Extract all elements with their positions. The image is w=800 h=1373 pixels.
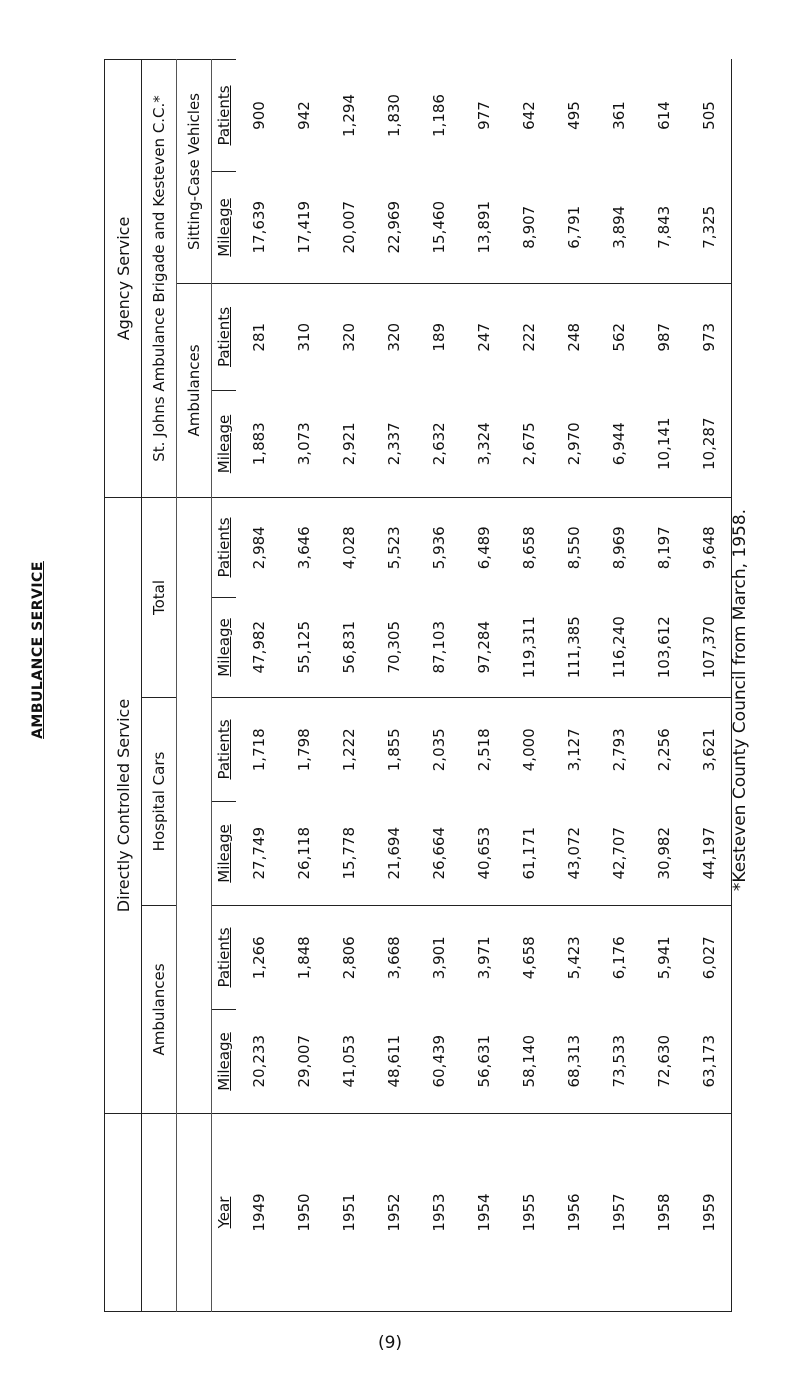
table-cell: 42,707	[596, 802, 641, 906]
table-body	[236, 59, 732, 1311]
table-cell: 2,035	[416, 698, 461, 802]
table-cell: 1,266	[236, 906, 281, 1010]
table-cell: 17,639	[249, 201, 268, 254]
ambulances-header: Ambulances	[142, 906, 177, 1114]
table-cell: 320	[371, 284, 416, 391]
table-cell: 942	[294, 101, 313, 130]
table-cell: 4,658	[506, 906, 551, 1010]
table-cell: 2,518	[461, 698, 506, 802]
table-cell: 15,778	[326, 802, 371, 906]
table-cell: 3,971	[461, 906, 506, 1010]
table-cell: 2,921	[326, 391, 371, 498]
table-cell: 56,631	[461, 1010, 506, 1114]
table-cell: 119,311	[506, 598, 551, 698]
blank-header-cell	[105, 1114, 142, 1312]
table-cell: 8,550	[551, 498, 596, 598]
table-cell: 9,648	[686, 498, 732, 598]
directly-controlled-header: Directly Controlled Service	[105, 498, 142, 1114]
blank-header-cell	[177, 1114, 212, 1312]
table-cell: 56,831	[326, 598, 371, 698]
table-cell: 15,460	[429, 201, 448, 254]
table-cell: 40,653	[461, 802, 506, 906]
page-heading	[8, 561, 68, 739]
table-cell: 642	[519, 101, 538, 130]
year-cell: 1957	[596, 1114, 641, 1312]
table-cell: 22,969	[384, 201, 403, 254]
table-row	[596, 59, 641, 1311]
table-cell: 8,907	[519, 205, 538, 249]
column-header-patients: Patients	[212, 906, 237, 1010]
table-cell: 63,173	[686, 1010, 732, 1114]
sitting-case-header: Sitting-Case Vehicles	[177, 59, 212, 283]
table-cell: 310	[281, 284, 326, 391]
table-cell: 3,324	[461, 391, 506, 498]
table-cell: 1,855	[371, 698, 416, 802]
page-number: (9)	[377, 1333, 403, 1353]
year-cell: 1950	[281, 1114, 326, 1312]
table-cell: 361	[609, 101, 628, 130]
table-cell: 6,489	[461, 498, 506, 598]
table-cell: 987	[641, 284, 686, 391]
table-row	[641, 59, 686, 1311]
table-cell: 973	[686, 284, 732, 391]
table-cell: 55,125	[281, 598, 326, 698]
table-cell: 6,176	[596, 906, 641, 1010]
table-cell: 43,072	[551, 802, 596, 906]
hospital-cars-header: Hospital Cars	[142, 698, 177, 906]
table-cell: 1,186	[429, 94, 448, 137]
footnote-text: *Kesteven County Council from March, 1958.	[730, 508, 750, 892]
table-cell: 2,632	[416, 391, 461, 498]
table-cell: 3,894	[609, 205, 628, 249]
table-cell: 2,337	[371, 391, 416, 498]
statistics-table-container	[104, 60, 718, 1312]
table-cell: 48,611	[371, 1010, 416, 1114]
table-cell: 72,630	[641, 1010, 686, 1114]
table-cell: 3,073	[281, 391, 326, 498]
table-cell: 2,256	[641, 698, 686, 802]
table-cell: 107,370	[686, 598, 732, 698]
table-cell: 8,197	[641, 498, 686, 598]
table-cell: 320	[326, 284, 371, 391]
table-cell: 3,621	[686, 698, 732, 802]
table-cell: 41,053	[326, 1010, 371, 1114]
table-cell: 2,984	[236, 498, 281, 598]
table-cell: 3,668	[371, 906, 416, 1010]
agency-service-header: Agency Service	[105, 59, 142, 497]
agency-ambulances-header: Ambulances	[177, 284, 212, 498]
table-cell: 281	[236, 284, 281, 391]
year-cell: 1955	[506, 1114, 551, 1312]
table-cell: 47,982	[236, 598, 281, 698]
heading-text: AMBULANCE SERVICE	[30, 561, 46, 739]
table-cell: 97,284	[461, 598, 506, 698]
column-header-patients: Patients	[212, 498, 237, 598]
table-row	[416, 59, 461, 1311]
column-header-mileage: Mileage	[212, 598, 237, 698]
blank-header-cell	[142, 1114, 177, 1312]
table-cell: 4,028	[326, 498, 371, 598]
table-cell: 1,718	[236, 698, 281, 802]
table-cell: 68,313	[551, 1010, 596, 1114]
year-cell: 1952	[371, 1114, 416, 1312]
table-cell: 614	[654, 101, 673, 130]
table-row	[551, 59, 596, 1311]
table-cell: 6,791	[564, 205, 583, 249]
column-header-year: Year	[212, 1114, 237, 1312]
table-cell: 20,233	[236, 1010, 281, 1114]
table-cell: 3,646	[281, 498, 326, 598]
table-cell: 5,941	[641, 906, 686, 1010]
table-cell: 20,007	[339, 201, 358, 254]
column-header-patients: Patients	[212, 284, 237, 391]
ambulance-statistics-table	[104, 59, 732, 1312]
table-cell: 44,197	[686, 802, 732, 906]
table-cell: 87,103	[416, 598, 461, 698]
table-cell: 1,848	[281, 906, 326, 1010]
table-cell: 30,982	[641, 802, 686, 906]
table-cell: 13,891	[474, 201, 493, 254]
table-cell: 977	[474, 101, 493, 130]
table-cell: 6,944	[596, 391, 641, 498]
table-cell: 10,287	[686, 391, 732, 498]
table-row	[236, 59, 281, 1311]
table-cell: 61,171	[506, 802, 551, 906]
table-cell: 562	[596, 284, 641, 391]
table-cell: 1,294	[339, 94, 358, 137]
table-cell: 7,843	[654, 205, 673, 249]
table-cell: 248	[551, 284, 596, 391]
table-cell: 3,901	[416, 906, 461, 1010]
table-cell: 60,439	[416, 1010, 461, 1114]
table-cell: 6,027	[686, 906, 732, 1010]
year-cell: 1956	[551, 1114, 596, 1312]
table-cell: 116,240	[596, 598, 641, 698]
table-cell: 27,749	[236, 802, 281, 906]
table-cell: 247	[461, 284, 506, 391]
table-cell: 505	[686, 59, 732, 171]
column-header-patients: Patients	[212, 698, 237, 802]
table-cell: 5,523	[371, 498, 416, 598]
table-cell: 1,883	[236, 391, 281, 498]
table-cell: 4,000	[506, 698, 551, 802]
table-cell: 2,806	[326, 906, 371, 1010]
table-row	[506, 59, 551, 1311]
year-cell: 1953	[416, 1114, 461, 1312]
table-cell: 58,140	[506, 1010, 551, 1114]
table-row	[281, 59, 326, 1311]
column-header-mileage: Mileage	[212, 172, 237, 284]
table-cell: 103,612	[641, 598, 686, 698]
table-cell: 495	[564, 101, 583, 130]
table-cell: 111,385	[551, 598, 596, 698]
table-cell: 7,325	[686, 172, 732, 284]
table-cell: 2,970	[551, 391, 596, 498]
table-cell: 26,118	[281, 802, 326, 906]
year-cell: 1958	[641, 1114, 686, 1312]
year-cell: 1949	[236, 1114, 281, 1312]
table-cell: 73,533	[596, 1010, 641, 1114]
table-cell: 1,830	[384, 94, 403, 137]
table-cell: 21,694	[371, 802, 416, 906]
table-cell: 17,419	[294, 201, 313, 254]
column-header-mileage: Mileage	[212, 802, 237, 906]
year-cell: 1959	[686, 1114, 732, 1312]
table-cell: 2,793	[596, 698, 641, 802]
table-cell: 5,936	[416, 498, 461, 598]
table-cell: 5,423	[551, 906, 596, 1010]
st-johns-header: St. Johns Ambulance Brigade and Kesteven C.C.*	[142, 59, 177, 497]
table-cell: 3,127	[551, 698, 596, 802]
column-header-patients: Patients	[212, 59, 237, 171]
year-cell: 1954	[461, 1114, 506, 1312]
total-header: Total	[142, 498, 177, 698]
blank-header-cell	[177, 498, 212, 1114]
table-cell: 1,798	[281, 698, 326, 802]
table-cell: 8,658	[506, 498, 551, 598]
table-cell: 900	[249, 101, 268, 130]
table-cell: 26,664	[416, 802, 461, 906]
table-cell: 189	[416, 284, 461, 391]
table-cell: 8,969	[596, 498, 641, 598]
table-cell: 70,305	[371, 598, 416, 698]
column-header-mileage: Mileage	[212, 391, 237, 498]
table-cell: 29,007	[281, 1010, 326, 1114]
table-cell: 1,222	[326, 698, 371, 802]
column-header-mileage: Mileage	[212, 1010, 237, 1114]
table-row	[326, 59, 371, 1311]
table-cell: 222	[506, 284, 551, 391]
table-cell: 2,675	[506, 391, 551, 498]
table-cell: 10,141	[641, 391, 686, 498]
table-row	[461, 59, 506, 1311]
table-row	[371, 59, 416, 1311]
year-cell: 1951	[326, 1114, 371, 1312]
